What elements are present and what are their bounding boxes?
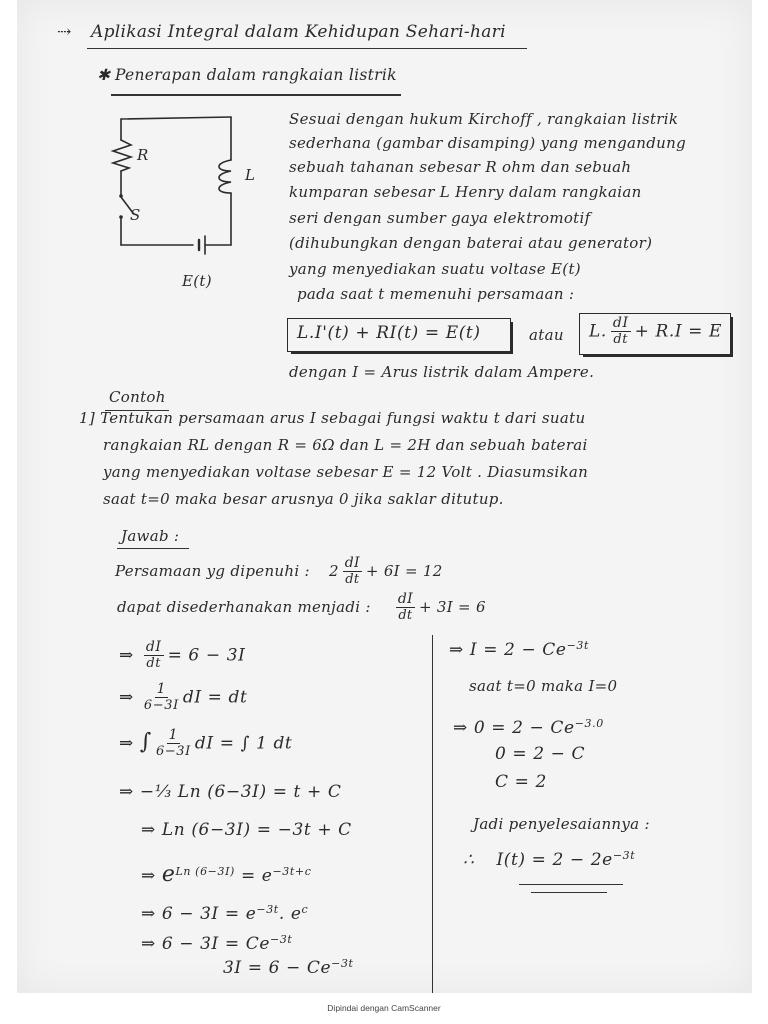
- step-8: [141, 934, 292, 954]
- step-3: [119, 728, 292, 760]
- step-8-text: 6 − 3I = Ce: [161, 934, 270, 954]
- step-arrow: ⇒: [141, 866, 156, 886]
- step-6-equals: = e: [240, 866, 273, 886]
- therefore-sign: ∴: [463, 850, 475, 870]
- step-arrow: ⇒: [141, 904, 156, 924]
- fraction-den: 6−3I: [143, 698, 179, 714]
- step-arrow: ⇒: [119, 645, 134, 666]
- fraction-den: dt: [345, 572, 360, 588]
- circuit-label-r: R: [137, 146, 149, 164]
- fraction-num: dI: [344, 555, 360, 571]
- problem-line-2: rangkaian RL dengan R = 6Ω dan L = 2H dan sebuah baterai: [103, 436, 588, 454]
- answer-line-1-pre: 2: [328, 561, 339, 580]
- equation-2: [589, 316, 722, 348]
- fraction-den: dt: [398, 608, 413, 624]
- scanner-watermark: Dipindai dengan CamScanner: [327, 1003, 441, 1013]
- answer-line-1-post: + 6I = 12: [365, 561, 443, 580]
- section-underline: [111, 94, 401, 96]
- answer-line-2-post: + 3I = 6: [418, 597, 486, 616]
- step-arrow: ⇒: [119, 687, 134, 708]
- description-line-1: Sesuai dengan hukum Kirchoff , rangkaian listrik: [289, 110, 679, 128]
- equation-2-fraction: [611, 316, 631, 348]
- right-step-4: 0 = 2 − C: [495, 744, 586, 764]
- step-6-exponent-2: −3t+c: [272, 865, 312, 878]
- step-4: [119, 782, 341, 802]
- fraction-num: 1: [156, 681, 167, 697]
- description-line-3: sebuah tahanan sebesar R ohm dan sebuah: [289, 158, 632, 176]
- right-step-1-text: I = 2 − Ce: [469, 640, 567, 660]
- step-7-exponent-2: c: [301, 903, 309, 916]
- title-arrow: ⇢: [57, 22, 72, 42]
- page-title: Aplikasi Integral dalam Kehidupan Sehari-hari: [91, 22, 506, 42]
- column-divider: [432, 635, 433, 993]
- answer-line-1: [115, 556, 443, 588]
- right-step-2: saat t=0 maka I=0: [469, 677, 618, 695]
- fraction-den: 6−3I: [155, 744, 191, 760]
- equation-1: L.I'(t) + RI(t) = E(t): [297, 323, 481, 343]
- right-step-3-exponent: −3.0: [574, 717, 604, 730]
- step-arrow: ⇒: [141, 820, 156, 840]
- scanned-paper: [17, 0, 752, 993]
- step-arrow: ⇒: [119, 733, 134, 754]
- right-step-1-exponent: −3t: [566, 639, 590, 652]
- circuit-diagram: [105, 105, 265, 295]
- title-underline: [87, 48, 527, 49]
- step-arrow: ⇒: [449, 640, 464, 660]
- circuit-label-s: S: [130, 206, 141, 224]
- final-solution-exponent: −3t: [612, 849, 636, 862]
- step-arrow: ⇒: [141, 934, 156, 954]
- problem-line-4: saat t=0 maka besar arusnya 0 jika saklar ditutup.: [103, 490, 504, 508]
- step-arrow: ⇒: [453, 718, 468, 738]
- right-step-6: Jadi penyelesaiannya :: [473, 815, 650, 833]
- step-1-fraction: [144, 640, 164, 672]
- right-step-1: [449, 640, 589, 660]
- step-9-text: 3I = 6 − Ce: [223, 958, 332, 978]
- example-heading: Contoh: [109, 388, 166, 406]
- description-line-8: pada saat t memenuhi persamaan :: [297, 285, 575, 303]
- step-7: [141, 904, 308, 924]
- problem-line-1: 1] Tentukan persamaan arus I sebagai fungsi waktu t dari suatu: [79, 409, 586, 427]
- fraction-num: 1: [168, 727, 179, 743]
- step-1: [119, 640, 245, 672]
- step-6-base: e: [161, 862, 176, 887]
- step-9-exponent: −3t: [331, 957, 354, 970]
- step-9: [223, 958, 354, 978]
- circuit-label-e: E(t): [182, 272, 212, 290]
- integral-sign: ∫: [139, 729, 152, 755]
- answer-heading: Jawab :: [121, 527, 180, 545]
- step-4-text: −⅓ Ln (6−3I) = t + C: [139, 782, 342, 802]
- right-step-5: C = 2: [495, 772, 547, 792]
- right-step-7: [463, 850, 635, 870]
- fraction-num: dI: [145, 639, 162, 655]
- step-6-exponent: Ln (6−3I): [175, 865, 235, 878]
- problem-line-3: yang menyediakan voltase sebesar E = 12 Volt . Diasumsikan: [103, 463, 589, 481]
- fraction-den: dt: [146, 656, 162, 672]
- step-5-text: Ln (6−3I) = −3t + C: [161, 820, 352, 840]
- final-solution: I(t) = 2 − 2e: [496, 850, 613, 870]
- description-line-4: kumparan sebesar L Henry dalam rangkaian: [289, 183, 642, 201]
- answer-line-1-fraction: [343, 556, 362, 588]
- right-step-3: [453, 718, 604, 738]
- step-7-dot: . e: [278, 904, 302, 924]
- equation-2-num: dI: [612, 315, 629, 331]
- description-line-7: yang menyediakan suatu voltase E(t): [289, 260, 581, 278]
- equation-2-lhs: L.: [589, 321, 607, 342]
- answer-underline: [117, 548, 189, 549]
- step-3-post: dI = ∫ 1 dt: [194, 733, 293, 754]
- fraction-num: dI: [397, 591, 413, 607]
- step-8-exponent: −3t: [270, 933, 293, 946]
- step-1-post: = 6 − 3I: [167, 645, 246, 666]
- step-7-exponent-1: −3t: [256, 903, 279, 916]
- right-step-3-text: 0 = 2 − Ce: [473, 718, 575, 738]
- step-3-fraction: [156, 728, 191, 760]
- step-2: [119, 682, 247, 714]
- equation-connector: atau: [529, 326, 564, 344]
- solution-underline-1: [519, 884, 623, 885]
- description-line-5: seri dengan sumber gaya elektromotif: [289, 209, 591, 227]
- step-7-text: 6 − 3I = e: [161, 904, 257, 924]
- step-2-fraction: [144, 682, 179, 714]
- step-6: [141, 862, 311, 887]
- equation-2-den: dt: [613, 332, 629, 348]
- answer-line-2: [117, 592, 486, 624]
- equation-2-rhs: + R.I = E: [634, 321, 723, 342]
- answer-line-1-text: Persamaan yg dipenuhi :: [115, 561, 310, 580]
- solution-underline-2: [531, 892, 607, 893]
- description-line-6: (dihubungkan dengan baterai atau generator): [289, 234, 653, 252]
- step-2-post: dI = dt: [182, 687, 248, 708]
- circuit-label-l: L: [245, 166, 256, 184]
- step-arrow: ⇒: [119, 782, 134, 802]
- step-5: [141, 820, 352, 840]
- section-heading: Penerapan dalam rangkaian listrik: [115, 66, 397, 84]
- answer-line-2-fraction: [396, 592, 415, 624]
- answer-line-2-text: dapat disederhanakan menjadi :: [117, 597, 371, 616]
- current-definition: dengan I = Arus listrik dalam Ampere.: [289, 363, 595, 381]
- section-bullet: ✱: [97, 66, 111, 84]
- description-line-2: sederhana (gambar disamping) yang mengandung: [289, 134, 686, 152]
